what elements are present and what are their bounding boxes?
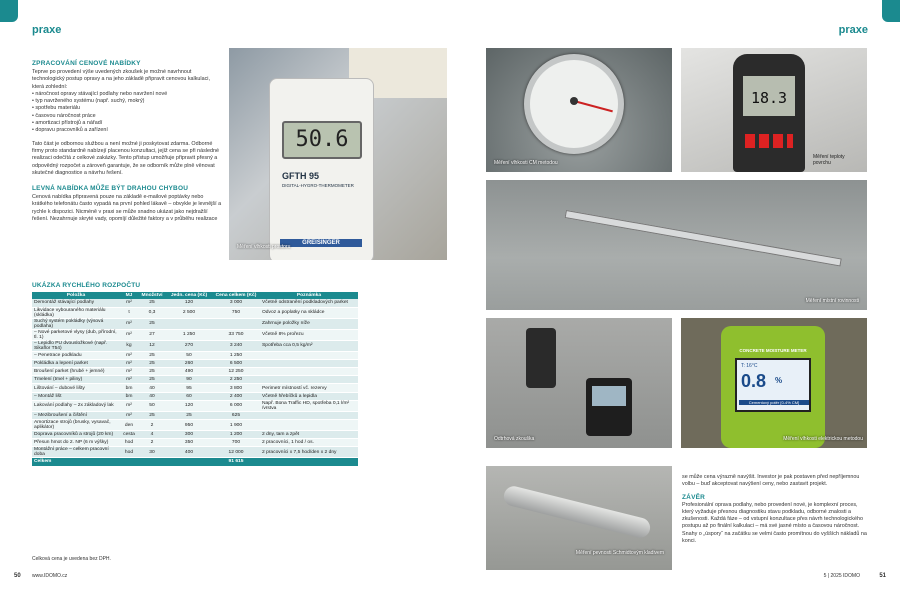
list-item: • časovou náročnost práce bbox=[32, 113, 222, 120]
table-cell: Spotřeba cca 0,5 kg/m² bbox=[260, 340, 358, 351]
table-cell: – Montáž lišt bbox=[32, 392, 120, 400]
device-display: 50.6 bbox=[282, 121, 362, 159]
table-cell: 750 bbox=[212, 307, 260, 318]
table-cell: 2 bbox=[138, 420, 166, 431]
table-row bbox=[32, 392, 358, 400]
moisture-title: CONCRETE MOISTURE METER bbox=[739, 348, 807, 353]
table-row bbox=[32, 318, 358, 329]
total-value: 91 615 bbox=[212, 458, 260, 466]
table-cell: 40 bbox=[138, 392, 166, 400]
table-cell: – Nové parketové vlysy (dub, přírodní, tl. 1) bbox=[32, 329, 120, 340]
table-cell: 2 pracovníci x 7,5 hod/den x 2 dny bbox=[260, 447, 358, 458]
table-cell: 50 bbox=[166, 351, 212, 359]
heading-price-offer: ZPRACOVÁNÍ CENOVÉ NABÍDKY bbox=[32, 60, 141, 67]
footer-url: www.IDOMO.cz bbox=[32, 573, 68, 579]
table-row bbox=[32, 439, 358, 447]
moisture-mode: Cementový potěr [0-4% CM] bbox=[739, 400, 809, 405]
table-cell: 30 bbox=[138, 447, 166, 458]
table-cell: 120 bbox=[166, 400, 212, 411]
table-cell: bm bbox=[120, 384, 138, 392]
heading-cheap-offer: LEVNÁ NABÍDKA MŮŽE BÝT DRAHOU CHYBOU bbox=[32, 185, 189, 193]
gauge-hub bbox=[570, 97, 578, 105]
table-cell bbox=[212, 318, 260, 329]
paragraph-continuation: se může cena výrazně navýšit. Investor je pak postaven před nepříjemnou volbu – buď akceptovat navýšení ceny, nebo zastavit projekt. bbox=[682, 474, 860, 488]
table-cell: 6 000 bbox=[212, 400, 260, 411]
factor-list bbox=[32, 91, 222, 135]
moisture-temp: T: 16°C bbox=[741, 363, 758, 369]
left-text-column bbox=[32, 60, 222, 223]
table-cell: Např. Bona Traffic HD, spotřeba 0,1 l/m² /vrstva bbox=[260, 400, 358, 411]
table-cell: 25 bbox=[138, 359, 166, 367]
photo-hygro-thermometer bbox=[229, 48, 447, 260]
table-row bbox=[32, 368, 358, 376]
ir-display: 18.3 bbox=[743, 76, 795, 116]
device-subtitle: DIGITAL-HYGRO-THERMOMETER bbox=[282, 183, 354, 188]
photo-pull-off-test bbox=[486, 318, 672, 448]
table-cell: 3 800 bbox=[212, 384, 260, 392]
table-cell: 490 bbox=[166, 368, 212, 376]
table-cell: Broušení parket (hrubé + jemné) bbox=[32, 368, 120, 376]
table-cell: Zahrnuje položky níže bbox=[260, 318, 358, 329]
list-item: • amortizaci přístrojů a nářadí bbox=[32, 120, 222, 127]
table-cell: 50 bbox=[138, 400, 166, 411]
table-cell: Včetně 8% prořezu bbox=[260, 329, 358, 340]
table-cell: hod bbox=[120, 447, 138, 458]
col-item: Položka bbox=[32, 292, 120, 299]
table-cell: – Lepidlo PU dvousložkové (např. Sikaflor T54) bbox=[32, 340, 120, 351]
table-cell: Pokládka a lepení parket bbox=[32, 359, 120, 367]
photo-ir-thermometer bbox=[681, 48, 867, 172]
page-number-right: 51 bbox=[879, 573, 886, 579]
table-cell: 260 bbox=[166, 359, 212, 367]
col-unit: MJ bbox=[120, 292, 138, 299]
table-header-row bbox=[32, 292, 358, 299]
table-row bbox=[32, 376, 358, 384]
caption-pull: Odtrhová zkouška bbox=[494, 436, 535, 442]
table-cell: 6 500 bbox=[212, 359, 260, 367]
table-cell: 25 bbox=[138, 299, 166, 307]
list-item: • náročnost opravy stávající podlahy nebo navržení nové bbox=[32, 91, 222, 98]
table-cell: Demontáž stávající podlahy bbox=[32, 299, 120, 307]
table-cell: Suchý systém pokládky (výsová podlaha) bbox=[32, 318, 120, 329]
ir-buttons bbox=[745, 134, 793, 148]
list-item: • typ navrženého systému (např. suchý, mokrý) bbox=[32, 98, 222, 105]
table-cell: bm bbox=[120, 392, 138, 400]
col-total: Cena celkem (Kč) bbox=[212, 292, 260, 299]
table-cell: hod bbox=[120, 439, 138, 447]
table-cell: – Penetrace podkladu bbox=[32, 351, 120, 359]
pull-tester bbox=[526, 328, 556, 388]
moisture-reading: 0.8 bbox=[741, 371, 767, 391]
table-total-row bbox=[32, 458, 358, 466]
table-cell: m² bbox=[120, 411, 138, 419]
paragraph-conclusion: Profesionální oprava podlahy, nebo provedení nové, je komplexní proces, který vyžaduje přesnou diagnostiku stavu podkladu, odborné znalosti a zkušenosti. Každá fáze – od vstupní konzultace přes návrh technologického postupu až po finální kalkulaci – má své jasné místo a časovou náročnost. Snahy o „úspory“ na začátku se velmi často promítnou do vyšších nákladů na konci. bbox=[682, 501, 867, 545]
table-cell: 12 250 bbox=[212, 368, 260, 376]
total-label: Celkem bbox=[32, 458, 120, 466]
table-cell: m² bbox=[120, 318, 138, 329]
table-cell: den bbox=[120, 420, 138, 431]
table-cell: Včetně odstranění podkladových parket bbox=[260, 299, 358, 307]
right-text-column bbox=[682, 474, 867, 545]
moisture-device bbox=[721, 326, 825, 448]
table-cell: 27 bbox=[138, 329, 166, 340]
table-cell: – Mezibroušení a čištění bbox=[32, 411, 120, 419]
table-cell: m² bbox=[120, 368, 138, 376]
table-cell: Lištování – dubové lišty bbox=[32, 384, 120, 392]
table-cell: Odvoz a poplatky na skládce bbox=[260, 307, 358, 318]
table-cell: 2 400 bbox=[212, 392, 260, 400]
photo-moisture-meter bbox=[681, 318, 867, 448]
caption-level: Měření místní rovinnosti bbox=[805, 298, 859, 304]
table-cell: m² bbox=[120, 400, 138, 411]
table-cell: 3 000 bbox=[212, 299, 260, 307]
left-edge-tab bbox=[0, 0, 18, 22]
table-cell bbox=[260, 411, 358, 419]
table-cell: 400 bbox=[166, 447, 212, 458]
table-cell bbox=[260, 359, 358, 367]
pull-meter-screen bbox=[592, 386, 626, 406]
table-cell: 12 000 bbox=[212, 447, 260, 458]
table-cell: Lakování podlahy – 2x základový lak bbox=[32, 400, 120, 411]
table-cell: 1 200 bbox=[212, 431, 260, 439]
section-label-left: praxe bbox=[32, 24, 62, 36]
photo-cm-gauge bbox=[486, 48, 672, 172]
table-cell: Amortizace strojů (brusky, vysavač, aplikátor) bbox=[32, 420, 120, 431]
table-row bbox=[32, 299, 358, 307]
paragraph-cheap: Cenová nabídka připravená pouze na základě e-mailové poptávky nebo krátkého telefonátu často vypadá na první pohled lákavě – obvykle je levnější a rychle k dispozici. Nicméně v praxi se může snadno ukázat jako nejdražší řešení. Nezahrnuje skryté vady, opomíjí důležité faktory a v průběhu realizace bbox=[32, 194, 222, 223]
section-label-right: praxe bbox=[838, 24, 868, 36]
gauge-needle bbox=[574, 100, 613, 112]
table-cell: 300 bbox=[166, 431, 212, 439]
table-cell: 2 250 bbox=[212, 376, 260, 384]
table-cell: 2 dny, tam a zpět bbox=[260, 431, 358, 439]
table-cell: Včetně hřebíčků a lepidla bbox=[260, 392, 358, 400]
budget-table bbox=[32, 292, 358, 467]
table-row bbox=[32, 411, 358, 419]
table-cell: Montážní práce – celkem pracovní doba bbox=[32, 447, 120, 458]
moisture-unit: % bbox=[775, 376, 783, 385]
table-cell bbox=[260, 376, 358, 384]
table-cell: 12 bbox=[138, 340, 166, 351]
table-cell: Perimetr místností vč. rezervy bbox=[260, 384, 358, 392]
device-model: GFTH 95 bbox=[282, 171, 320, 181]
caption-cm: Měření vlhkosti CM metodou bbox=[494, 160, 558, 166]
table-cell: Přesun hmot do 2. NP (6 m výšky) bbox=[32, 439, 120, 447]
table-cell: 950 bbox=[166, 420, 212, 431]
list-item: • spotřebu materiálu bbox=[32, 105, 222, 112]
table-cell: 2 pracovníci, 1 hod / os. bbox=[260, 439, 358, 447]
photo-level-floor bbox=[486, 180, 867, 310]
table-cell bbox=[166, 318, 212, 329]
pull-meter bbox=[586, 378, 632, 436]
footer-issue: 5 | 2025 IDOMO bbox=[823, 573, 860, 579]
table-cell: m² bbox=[120, 299, 138, 307]
table-cell: 2 500 bbox=[166, 307, 212, 318]
gauge-dial bbox=[524, 54, 624, 154]
table-cell: 4 bbox=[138, 431, 166, 439]
table-cell: 25 bbox=[138, 411, 166, 419]
caption-hammer: Měření pevnosti Schmidtovým kladivem bbox=[575, 550, 664, 556]
table-cell: m² bbox=[120, 359, 138, 367]
table-row bbox=[32, 340, 358, 351]
col-note: Poznámka bbox=[260, 292, 358, 299]
heading-conclusion: ZÁVĚR bbox=[682, 493, 706, 501]
table-cell: t bbox=[120, 307, 138, 318]
table-cell: Likvidace vybouraného materiálu (skládka) bbox=[32, 307, 120, 318]
table-cell: 33 750 bbox=[212, 329, 260, 340]
table-cell: kg bbox=[120, 340, 138, 351]
spirit-level bbox=[565, 210, 842, 266]
table-row bbox=[32, 329, 358, 340]
table-row bbox=[32, 400, 358, 411]
caption-ir: Měření teploty povrchu bbox=[813, 154, 845, 166]
table-cell: 25 bbox=[138, 368, 166, 376]
table-cell: Doprava pracovníků a strojů (20 km) bbox=[32, 431, 120, 439]
table-row bbox=[32, 431, 358, 439]
moisture-screen bbox=[735, 358, 811, 412]
paragraph-paid-service: Tato část je odbornou službou a není možné ji poskytovat zdarma. Odborné firmy proto standardně nabízejí placenou konzultaci, jejíž cena se při následné realizaci odečítá z celkové zakázky. Tento přístup umožňuje připravit přesný a odpovědný rozpočet a zároveň garantuje, že se odborník může plně věnovat skutečné diagnostice a návrhu řešení. bbox=[32, 140, 219, 176]
table-cell: 25 bbox=[138, 318, 166, 329]
table-cell: 2 bbox=[138, 439, 166, 447]
heading-budget-table: UKÁZKA RYCHLÉHO ROZPOČTU bbox=[32, 282, 141, 289]
table-cell: cesta bbox=[120, 431, 138, 439]
device-brand: GREISINGER bbox=[280, 239, 362, 247]
table-cell: 350 bbox=[166, 439, 212, 447]
caption-moisture: Měření vlhkosti elektrickou metodou bbox=[783, 436, 863, 442]
table-row bbox=[32, 359, 358, 367]
table-cell: 40 bbox=[138, 384, 166, 392]
table-cell: 1 250 bbox=[212, 351, 260, 359]
table-cell: 3 240 bbox=[212, 340, 260, 351]
table-row bbox=[32, 307, 358, 318]
table-cell: 90 bbox=[166, 376, 212, 384]
col-qty: Množství bbox=[138, 292, 166, 299]
table-cell: 25 bbox=[138, 376, 166, 384]
paragraph-price: Teprve po provedení výše uvedených zkoušek je možné navrhnout technologický postup opravy a na jeho základě připravit cenovou kalkulaci, která zohlední: bbox=[32, 69, 210, 90]
ir-device bbox=[733, 54, 805, 172]
table-cell: 25 bbox=[166, 411, 212, 419]
table-cell: 95 bbox=[166, 384, 212, 392]
table-cell bbox=[260, 420, 358, 431]
photo-schmidt-hammer bbox=[486, 466, 672, 570]
table-cell: m² bbox=[120, 376, 138, 384]
table-row bbox=[32, 447, 358, 458]
list-item: • dopravu pracovníků a zařízení bbox=[32, 127, 222, 134]
table-cell: 700 bbox=[212, 439, 260, 447]
col-unit-price: Jedn. cena (Kč) bbox=[166, 292, 212, 299]
table-cell: 1 900 bbox=[212, 420, 260, 431]
table-cell: m² bbox=[120, 329, 138, 340]
caption-thermo: Měření vlhkosti prostoru bbox=[237, 244, 291, 250]
table-cell: 0,3 bbox=[138, 307, 166, 318]
table-cell: 625 bbox=[212, 411, 260, 419]
table-cell: 1 250 bbox=[166, 329, 212, 340]
table-cell bbox=[260, 368, 358, 376]
table-cell: 25 bbox=[138, 351, 166, 359]
table-note: Celková cena je uvedena bez DPH. bbox=[32, 556, 111, 562]
table-row bbox=[32, 420, 358, 431]
page-number-left: 50 bbox=[14, 573, 21, 579]
device-body bbox=[269, 78, 374, 260]
table-cell: 120 bbox=[166, 299, 212, 307]
table-cell: Tmelení (tmel + piliny) bbox=[32, 376, 120, 384]
table-row bbox=[32, 384, 358, 392]
table-cell: 60 bbox=[166, 392, 212, 400]
right-edge-tab bbox=[882, 0, 900, 22]
table-cell: m² bbox=[120, 351, 138, 359]
table-cell: 270 bbox=[166, 340, 212, 351]
hammer-body bbox=[502, 484, 652, 540]
table-cell bbox=[260, 351, 358, 359]
table-row bbox=[32, 351, 358, 359]
